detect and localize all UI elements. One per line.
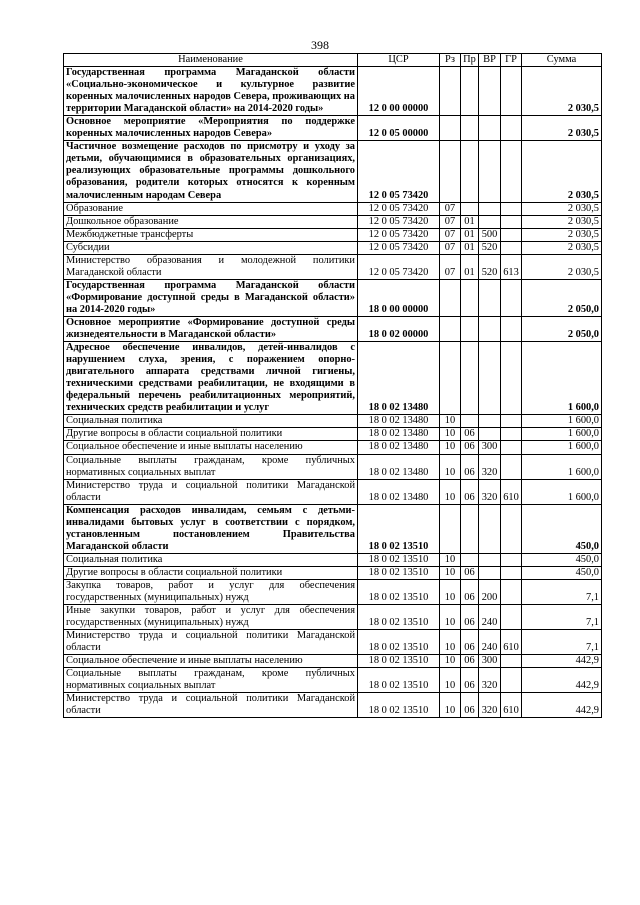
- cell-gr: [501, 668, 522, 693]
- cell-vr: [479, 279, 501, 316]
- cell-csr: 18 0 02 13480: [358, 342, 440, 415]
- table-row: [64, 116, 602, 141]
- cell-gr: 610: [501, 630, 522, 655]
- cell-sum: 442,9: [522, 693, 602, 718]
- cell-vr: [479, 415, 501, 428]
- table-row: [64, 202, 602, 215]
- cell-vr: [479, 116, 501, 141]
- cell-rz: 10: [440, 668, 461, 693]
- cell-sum: 1 600,0: [522, 441, 602, 454]
- cell-sum: 2 030,5: [522, 228, 602, 241]
- cell-sum: 1 600,0: [522, 428, 602, 441]
- cell-gr: [501, 415, 522, 428]
- cell-sum: 442,9: [522, 668, 602, 693]
- table-row: [64, 630, 602, 655]
- cell-vr: [479, 553, 501, 566]
- cell-name: Субсидии: [64, 241, 358, 254]
- table-row: [64, 342, 602, 415]
- cell-sum: 450,0: [522, 566, 602, 579]
- cell-gr: 610: [501, 479, 522, 504]
- cell-rz: 07: [440, 228, 461, 241]
- cell-csr: 12 0 05 73420: [358, 254, 440, 279]
- cell-csr: 18 0 02 13480: [358, 479, 440, 504]
- table-row: [64, 428, 602, 441]
- cell-name: Министерство образования и молодежной политики Магаданской области: [64, 254, 358, 279]
- cell-pr: 06: [461, 630, 479, 655]
- cell-sum: 450,0: [522, 553, 602, 566]
- cell-gr: [501, 241, 522, 254]
- cell-rz: 10: [440, 428, 461, 441]
- cell-sum: 7,1: [522, 605, 602, 630]
- cell-name: Государственная программа Магаданской области «Социально-экономическое и культурное развитие коренных малочисленных народов Севера, проживающих на территории Магаданской области» на 2014-2020 годы»: [64, 67, 358, 116]
- cell-csr: 18 0 02 00000: [358, 316, 440, 341]
- cell-sum: 2 030,5: [522, 241, 602, 254]
- cell-name: Министерство труда и социальной политики Магаданской области: [64, 630, 358, 655]
- cell-pr: 06: [461, 441, 479, 454]
- header-gr: ГР: [501, 54, 522, 67]
- cell-gr: [501, 141, 522, 202]
- cell-csr: 18 0 02 13480: [358, 428, 440, 441]
- header-name: Наименование: [64, 54, 358, 67]
- cell-name: Дошкольное образование: [64, 215, 358, 228]
- cell-csr: 12 0 05 73420: [358, 215, 440, 228]
- cell-csr: 12 0 05 73420: [358, 202, 440, 215]
- cell-vr: [479, 428, 501, 441]
- cell-rz: 10: [440, 441, 461, 454]
- table-row: [64, 215, 602, 228]
- cell-name: Социальные выплаты гражданам, кроме публичных нормативных социальных выплат: [64, 668, 358, 693]
- cell-name: Социальное обеспечение и иные выплаты населению: [64, 441, 358, 454]
- table-row: [64, 668, 602, 693]
- cell-pr: 06: [461, 605, 479, 630]
- cell-name: Социальная политика: [64, 415, 358, 428]
- cell-pr: 06: [461, 668, 479, 693]
- cell-pr: 01: [461, 241, 479, 254]
- cell-vr: 500: [479, 228, 501, 241]
- cell-rz: [440, 342, 461, 415]
- cell-rz: 07: [440, 215, 461, 228]
- cell-csr: 18 0 02 13510: [358, 504, 440, 553]
- cell-name: Компенсация расходов инвалидам, семьям с детьми-инвалидами бытовых услуг в соответствии с порядком, установленным постановлением Правительства Магаданской области: [64, 504, 358, 553]
- cell-name: Основное мероприятие «Мероприятия по поддержке коренных малочисленных народов Севера»: [64, 116, 358, 141]
- cell-gr: [501, 316, 522, 341]
- cell-sum: 2 030,5: [522, 202, 602, 215]
- cell-name: Государственная программа Магаданской области «Формирование доступной среды в Магаданской области» на 2014-2020 годы»: [64, 279, 358, 316]
- cell-vr: [479, 67, 501, 116]
- cell-rz: 10: [440, 579, 461, 604]
- cell-gr: 610: [501, 693, 522, 718]
- cell-sum: 442,9: [522, 655, 602, 668]
- cell-pr: 01: [461, 254, 479, 279]
- cell-name: Министерство труда и социальной политики Магаданской области: [64, 479, 358, 504]
- cell-csr: 18 0 02 13510: [358, 605, 440, 630]
- cell-name: Социальная политика: [64, 553, 358, 566]
- cell-pr: [461, 202, 479, 215]
- cell-pr: [461, 67, 479, 116]
- cell-pr: [461, 504, 479, 553]
- cell-vr: [479, 202, 501, 215]
- cell-csr: 18 0 02 13510: [358, 655, 440, 668]
- table-row: [64, 655, 602, 668]
- cell-gr: [501, 116, 522, 141]
- cell-rz: 10: [440, 553, 461, 566]
- cell-name: Межбюджетные трансферты: [64, 228, 358, 241]
- cell-pr: 06: [461, 566, 479, 579]
- cell-rz: 10: [440, 655, 461, 668]
- cell-name: Закупка товаров, работ и услуг для обеспечения государственных (муниципальных) нужд: [64, 579, 358, 604]
- cell-gr: [501, 504, 522, 553]
- cell-pr: [461, 116, 479, 141]
- cell-rz: [440, 67, 461, 116]
- cell-name: Основное мероприятие «Формирование доступной среды жизнедеятельности в Магаданской области»: [64, 316, 358, 341]
- table-row: [64, 254, 602, 279]
- header-csr: ЦСР: [358, 54, 440, 67]
- cell-gr: [501, 342, 522, 415]
- cell-vr: 320: [479, 479, 501, 504]
- budget-table: [63, 53, 602, 718]
- cell-rz: 10: [440, 415, 461, 428]
- cell-pr: [461, 316, 479, 341]
- cell-rz: [440, 116, 461, 141]
- cell-vr: 240: [479, 630, 501, 655]
- table-header-row: [64, 54, 602, 67]
- cell-csr: 18 0 02 13510: [358, 693, 440, 718]
- cell-pr: 06: [461, 454, 479, 479]
- cell-rz: [440, 279, 461, 316]
- cell-name: Образование: [64, 202, 358, 215]
- cell-csr: 12 0 05 73420: [358, 241, 440, 254]
- table-row: [64, 504, 602, 553]
- table-row: [64, 415, 602, 428]
- table-row: [64, 67, 602, 116]
- cell-csr: 18 0 02 13480: [358, 454, 440, 479]
- cell-vr: 520: [479, 254, 501, 279]
- table-row: [64, 141, 602, 202]
- cell-vr: [479, 504, 501, 553]
- cell-csr: 18 0 02 13510: [358, 579, 440, 604]
- cell-name: Социальные выплаты гражданам, кроме публичных нормативных социальных выплат: [64, 454, 358, 479]
- cell-vr: 300: [479, 655, 501, 668]
- cell-csr: 12 0 05 00000: [358, 116, 440, 141]
- cell-rz: 10: [440, 479, 461, 504]
- table-body: [64, 67, 602, 718]
- cell-sum: 2 050,0: [522, 279, 602, 316]
- cell-gr: [501, 655, 522, 668]
- cell-name: Другие вопросы в области социальной политики: [64, 428, 358, 441]
- cell-rz: 10: [440, 693, 461, 718]
- cell-rz: 07: [440, 241, 461, 254]
- cell-name: Министерство труда и социальной политики Магаданской области: [64, 693, 358, 718]
- cell-rz: 07: [440, 202, 461, 215]
- cell-gr: [501, 566, 522, 579]
- cell-csr: 18 0 02 13480: [358, 441, 440, 454]
- table-row: [64, 693, 602, 718]
- cell-vr: [479, 141, 501, 202]
- table-row: [64, 279, 602, 316]
- table-row: [64, 553, 602, 566]
- cell-gr: [501, 202, 522, 215]
- cell-pr: 06: [461, 693, 479, 718]
- cell-gr: [501, 215, 522, 228]
- cell-rz: 10: [440, 605, 461, 630]
- cell-sum: 2 050,0: [522, 316, 602, 341]
- cell-sum: 1 600,0: [522, 479, 602, 504]
- cell-pr: 06: [461, 655, 479, 668]
- header-pr: Пр: [461, 54, 479, 67]
- cell-sum: 2 030,5: [522, 67, 602, 116]
- cell-csr: 18 0 02 13510: [358, 553, 440, 566]
- cell-sum: 7,1: [522, 630, 602, 655]
- table-row: [64, 316, 602, 341]
- cell-csr: 18 0 00 00000: [358, 279, 440, 316]
- cell-gr: [501, 228, 522, 241]
- table-row: [64, 579, 602, 604]
- cell-name: Другие вопросы в области социальной политики: [64, 566, 358, 579]
- cell-csr: 18 0 02 13510: [358, 668, 440, 693]
- table-row: [64, 441, 602, 454]
- table-row: [64, 228, 602, 241]
- cell-rz: 10: [440, 566, 461, 579]
- cell-sum: 2 030,5: [522, 254, 602, 279]
- cell-csr: 18 0 02 13510: [358, 566, 440, 579]
- cell-vr: 240: [479, 605, 501, 630]
- cell-vr: 520: [479, 241, 501, 254]
- cell-vr: 300: [479, 441, 501, 454]
- cell-gr: [501, 428, 522, 441]
- cell-gr: [501, 605, 522, 630]
- table-row: [64, 241, 602, 254]
- cell-pr: [461, 342, 479, 415]
- cell-name: Иные закупки товаров, работ и услуг для обеспечения государственных (муниципальных) нужд: [64, 605, 358, 630]
- table-row: [64, 454, 602, 479]
- cell-pr: [461, 553, 479, 566]
- cell-pr: [461, 279, 479, 316]
- cell-csr: 18 0 02 13510: [358, 630, 440, 655]
- cell-sum: 1 600,0: [522, 454, 602, 479]
- cell-rz: 10: [440, 630, 461, 655]
- cell-pr: 01: [461, 228, 479, 241]
- page-number: 398: [311, 38, 329, 52]
- cell-gr: [501, 67, 522, 116]
- cell-pr: 01: [461, 215, 479, 228]
- cell-csr: 18 0 02 13480: [358, 415, 440, 428]
- cell-vr: 320: [479, 693, 501, 718]
- cell-pr: 06: [461, 579, 479, 604]
- cell-csr: 12 0 05 73420: [358, 141, 440, 202]
- cell-gr: [501, 279, 522, 316]
- cell-name: Адресное обеспечение инвалидов, детей-инвалидов с нарушением слуха, зрения, с поражением опорно-двигательного аппарата средствами личной гигиены, техническими средствами реабилитации, не входящими в федеральный перечень реабилитационных мероприятий, технических средств реабилитации и услуг: [64, 342, 358, 415]
- header-vr: ВР: [479, 54, 501, 67]
- cell-vr: 200: [479, 579, 501, 604]
- cell-vr: 320: [479, 454, 501, 479]
- cell-rz: [440, 141, 461, 202]
- cell-rz: 10: [440, 454, 461, 479]
- cell-vr: 320: [479, 668, 501, 693]
- table-row: [64, 479, 602, 504]
- header-rz: Рз: [440, 54, 461, 67]
- cell-pr: 06: [461, 428, 479, 441]
- cell-csr: 12 0 00 00000: [358, 67, 440, 116]
- cell-sum: 1 600,0: [522, 415, 602, 428]
- cell-pr: [461, 141, 479, 202]
- cell-sum: 2 030,5: [522, 141, 602, 202]
- cell-pr: [461, 415, 479, 428]
- cell-sum: 2 030,5: [522, 215, 602, 228]
- cell-vr: [479, 215, 501, 228]
- cell-vr: [479, 566, 501, 579]
- cell-sum: 2 030,5: [522, 116, 602, 141]
- cell-vr: [479, 316, 501, 341]
- cell-sum: 7,1: [522, 579, 602, 604]
- cell-gr: [501, 579, 522, 604]
- cell-gr: [501, 454, 522, 479]
- cell-gr: 613: [501, 254, 522, 279]
- table-row: [64, 566, 602, 579]
- cell-pr: 06: [461, 479, 479, 504]
- cell-name: Социальное обеспечение и иные выплаты населению: [64, 655, 358, 668]
- cell-sum: 1 600,0: [522, 342, 602, 415]
- cell-rz: [440, 504, 461, 553]
- header-sum: Сумма: [522, 54, 602, 67]
- cell-gr: [501, 441, 522, 454]
- cell-sum: 450,0: [522, 504, 602, 553]
- cell-name: Частичное возмещение расходов по присмотру и уходу за детьми, обучающимися в образовательных организациях, реализующих образовательные программы дошкольного образования, родители которых относятся к коренным малочисленным народам Севера: [64, 141, 358, 202]
- cell-csr: 12 0 05 73420: [358, 228, 440, 241]
- cell-rz: 07: [440, 254, 461, 279]
- cell-gr: [501, 553, 522, 566]
- table-row: [64, 605, 602, 630]
- cell-rz: [440, 316, 461, 341]
- cell-vr: [479, 342, 501, 415]
